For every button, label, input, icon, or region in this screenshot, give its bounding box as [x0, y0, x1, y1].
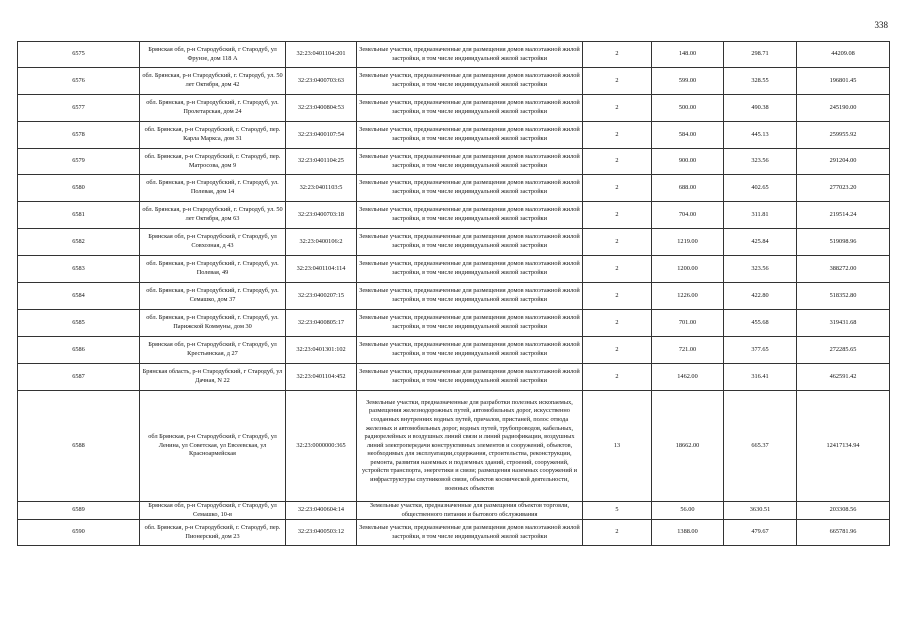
- specific-value-cell: 323.56: [724, 256, 797, 283]
- cadastral-value-table: [17, 41, 890, 546]
- cadastral-value-cell: 203308.56: [797, 502, 890, 520]
- land-use-cell: Земельные участки, предназначенные для размещения домов малоэтажной жилой застройки, в том числе индивидуальной жилой застройки: [357, 310, 583, 337]
- table-row: [18, 364, 890, 391]
- area-cell: 900.00: [652, 149, 724, 175]
- cadastral-number-cell: 32:23:0000000:365: [286, 391, 357, 502]
- cadastral-value-cell: 196801.45: [797, 68, 890, 95]
- cadastral-number-cell: 32:23:0401104:452: [286, 364, 357, 391]
- area-cell: 500.00: [652, 95, 724, 122]
- row-number-cell: 6578: [18, 122, 140, 149]
- cadastral-number-cell: 32:23:0400805:17: [286, 310, 357, 337]
- specific-value-cell: 377.65: [724, 337, 797, 364]
- cadastral-number-cell: 32:23:0400107:54: [286, 122, 357, 149]
- cadastral-value-cell: 519098.96: [797, 229, 890, 256]
- use-group-cell: 2: [583, 337, 652, 364]
- area-cell: 1226.00: [652, 283, 724, 310]
- cadastral-number-cell: 32:23:0400106:2: [286, 229, 357, 256]
- table-row: [18, 310, 890, 337]
- land-use-cell: Земельные участки, предназначенные для размещения домов малоэтажной жилой застройки, в том числе индивидуальной жилой застройки: [357, 175, 583, 202]
- area-cell: 1388.00: [652, 520, 724, 546]
- address-cell: обл Брянская, р-н Стародубский, г Стародуб, ул Ленина, ул Советская, ул Евсеевская, ул Красноармейская: [140, 391, 286, 502]
- address-cell: Брянская обл, р-н Стародубский, г Стародуб, ул Семашко, 10-в: [140, 502, 286, 520]
- use-group-cell: 5: [583, 502, 652, 520]
- use-group-cell: 2: [583, 95, 652, 122]
- area-cell: 688.00: [652, 175, 724, 202]
- specific-value-cell: 665.37: [724, 391, 797, 502]
- land-use-cell: Земельные участки, предназначенные для размещения домов малоэтажной жилой застройки, в том числе индивидуальной жилой застройки: [357, 364, 583, 391]
- land-use-cell: Земельные участки, предназначенные для размещения домов малоэтажной жилой застройки, в том числе индивидуальной жилой застройки: [357, 95, 583, 122]
- table-row: [18, 502, 890, 520]
- cadastral-number-cell: 32:23:0400207:15: [286, 283, 357, 310]
- address-cell: обл. Брянская, р-н Стародубский, г. Стародуб, пер. Пионерский, дом 23: [140, 520, 286, 546]
- land-use-cell: Земельные участки, предназначенные для размещения домов малоэтажной жилой застройки, в том числе индивидуальной жилой застройки: [357, 42, 583, 68]
- row-number-cell: 6575: [18, 42, 140, 68]
- row-number-cell: 6583: [18, 256, 140, 283]
- area-cell: 1200.00: [652, 256, 724, 283]
- specific-value-cell: 3630.51: [724, 502, 797, 520]
- specific-value-cell: 479.67: [724, 520, 797, 546]
- cadastral-value-cell: 259955.92: [797, 122, 890, 149]
- use-group-cell: 2: [583, 42, 652, 68]
- cadastral-value-cell: 277023.20: [797, 175, 890, 202]
- cadastral-value-cell: 245190.00: [797, 95, 890, 122]
- specific-value-cell: 445.13: [724, 122, 797, 149]
- table-body: [18, 42, 890, 546]
- area-cell: 1462.00: [652, 364, 724, 391]
- use-group-cell: 13: [583, 391, 652, 502]
- cadastral-number-cell: 32:23:0400503:12: [286, 520, 357, 546]
- table-row: [18, 68, 890, 95]
- use-group-cell: 2: [583, 68, 652, 95]
- row-number-cell: 6580: [18, 175, 140, 202]
- area-cell: 18662.00: [652, 391, 724, 502]
- table-row: [18, 42, 890, 68]
- cadastral-number-cell: 32:23:0401104:25: [286, 149, 357, 175]
- cadastral-value-cell: 462591.42: [797, 364, 890, 391]
- land-use-cell: Земельные участки, предназначенные для размещения домов малоэтажной жилой застройки, в том числе индивидуальной жилой застройки: [357, 256, 583, 283]
- page-number: 338: [874, 20, 888, 30]
- use-group-cell: 2: [583, 520, 652, 546]
- address-cell: обл. Брянская, р-н Стародубский, г. Стародуб, пер. Карла Маркса, дом 31: [140, 122, 286, 149]
- land-use-cell: Земельные участки, предназначенные для размещения домов малоэтажной жилой застройки, в том числе индивидуальной жилой застройки: [357, 520, 583, 546]
- row-number-cell: 6579: [18, 149, 140, 175]
- cadastral-value-cell: 44209.08: [797, 42, 890, 68]
- specific-value-cell: 316.41: [724, 364, 797, 391]
- specific-value-cell: 328.55: [724, 68, 797, 95]
- row-number-cell: 6586: [18, 337, 140, 364]
- specific-value-cell: 490.38: [724, 95, 797, 122]
- land-use-cell: Земельные участки, предназначенные для размещения объектов торговли, общественного питания и бытового обслуживания: [357, 502, 583, 520]
- cadastral-value-cell: 518352.80: [797, 283, 890, 310]
- address-cell: Брянская обл, р-н Стародубский, г Стародуб, ул Совхозная, д 43: [140, 229, 286, 256]
- table-row: [18, 95, 890, 122]
- specific-value-cell: 425.84: [724, 229, 797, 256]
- land-use-cell: Земельные участки, предназначенные для размещения домов малоэтажной жилой застройки, в том числе индивидуальной жилой застройки: [357, 122, 583, 149]
- row-number-cell: 6590: [18, 520, 140, 546]
- specific-value-cell: 323.56: [724, 149, 797, 175]
- cadastral-value-cell: 388272.00: [797, 256, 890, 283]
- use-group-cell: 2: [583, 256, 652, 283]
- area-cell: 599.00: [652, 68, 724, 95]
- address-cell: обл. Брянская, р-н Стародубский, г. Стародуб, ул. Семашко, дом 37: [140, 283, 286, 310]
- area-cell: 704.00: [652, 202, 724, 229]
- specific-value-cell: 402.65: [724, 175, 797, 202]
- land-use-cell: Земельные участки, предназначенные для разработки полезных ископаемых, размещения железнодорожных путей, автомобильных дорог, искусственно созданных внутренних водных путей, причалов, пристаней, полос отвода железных и автомобильных дорог, водных путей, трубопроводов, кабельных, радиорелейных и воздушных линий связи и линий радиофикации, воздушных линий электропередачи конструктивных элементов и сооружений, объектов, необходимых для эксплуатации,содержания, строительства, реконструкции, ремонта, развития наземных и подземных зданий, строений, сооружений, устройств транспорта, энергетики и связи; размещения наземных сооружений и инфраструктуры спутниковой связи, объектов космической деятельности, военных объектов: [357, 391, 583, 502]
- address-cell: обл. Брянская, р-н Стародубский, г. Стародуб, ул. 50 лет Октября, дом 63: [140, 202, 286, 229]
- address-cell: обл. Брянская, р-н Стародубский, г. Стародуб, ул. Пролетарская, дом 24: [140, 95, 286, 122]
- address-cell: обл. Брянская, р-н Стародубский, г. Стародуб, ул. Полевая, 49: [140, 256, 286, 283]
- area-cell: 148.00: [652, 42, 724, 68]
- row-number-cell: 6589: [18, 502, 140, 520]
- use-group-cell: 2: [583, 202, 652, 229]
- row-number-cell: 6581: [18, 202, 140, 229]
- row-number-cell: 6582: [18, 229, 140, 256]
- use-group-cell: 2: [583, 283, 652, 310]
- address-cell: обл. Брянская, р-н Стародубский, г. Стародуб, ул. 50 лет Октября, дом 42: [140, 68, 286, 95]
- cadastral-number-cell: 32:23:0401103:5: [286, 175, 357, 202]
- address-cell: Брянская обл, р-н Стародубский, г Стародуб, ул Фрунзе, дом 118 А: [140, 42, 286, 68]
- area-cell: 56.00: [652, 502, 724, 520]
- land-use-cell: Земельные участки, предназначенные для размещения домов малоэтажной жилой застройки, в том числе индивидуальной жилой застройки: [357, 229, 583, 256]
- table-row: [18, 337, 890, 364]
- land-use-cell: Земельные участки, предназначенные для размещения домов малоэтажной жилой застройки, в том числе индивидуальной жилой застройки: [357, 149, 583, 175]
- area-cell: 584.00: [652, 122, 724, 149]
- table-row: [18, 391, 890, 502]
- cadastral-number-cell: 32:23:0401104:114: [286, 256, 357, 283]
- row-number-cell: 6584: [18, 283, 140, 310]
- row-number-cell: 6588: [18, 391, 140, 502]
- land-use-cell: Земельные участки, предназначенные для размещения домов малоэтажной жилой застройки, в том числе индивидуальной жилой застройки: [357, 283, 583, 310]
- address-cell: обл. Брянская, р-н Стародубский, г. Стародуб, ул. Полевая, дом 14: [140, 175, 286, 202]
- cadastral-value-cell: 291204.00: [797, 149, 890, 175]
- use-group-cell: 2: [583, 229, 652, 256]
- specific-value-cell: 311.81: [724, 202, 797, 229]
- cadastral-number-cell: 32:23:0400604:14: [286, 502, 357, 520]
- table-row: [18, 520, 890, 546]
- cadastral-number-cell: 32:23:0400703:63: [286, 68, 357, 95]
- use-group-cell: 2: [583, 364, 652, 391]
- cadastral-value-cell: 319431.68: [797, 310, 890, 337]
- use-group-cell: 2: [583, 175, 652, 202]
- land-use-cell: Земельные участки, предназначенные для размещения домов малоэтажной жилой застройки, в том числе индивидуальной жилой застройки: [357, 68, 583, 95]
- land-use-cell: Земельные участки, предназначенные для размещения домов малоэтажной жилой застройки, в том числе индивидуальной жилой застройки: [357, 202, 583, 229]
- row-number-cell: 6577: [18, 95, 140, 122]
- table-row: [18, 229, 890, 256]
- use-group-cell: 2: [583, 149, 652, 175]
- use-group-cell: 2: [583, 310, 652, 337]
- land-use-cell: Земельные участки, предназначенные для размещения домов малоэтажной жилой застройки, в том числе индивидуальной жилой застройки: [357, 337, 583, 364]
- table-row: [18, 149, 890, 175]
- table-row: [18, 283, 890, 310]
- table-row: [18, 202, 890, 229]
- cadastral-number-cell: 32:23:0400804:53: [286, 95, 357, 122]
- row-number-cell: 6587: [18, 364, 140, 391]
- cadastral-value-cell: 665781.96: [797, 520, 890, 546]
- table-row: [18, 122, 890, 149]
- cadastral-number-cell: 32:23:0400703:18: [286, 202, 357, 229]
- row-number-cell: 6576: [18, 68, 140, 95]
- table-row: [18, 175, 890, 202]
- area-cell: 701.00: [652, 310, 724, 337]
- specific-value-cell: 455.68: [724, 310, 797, 337]
- address-cell: обл. Брянская, р-н Стародубский, г. Стародуб, ул. Парижской Коммуны, дом 30: [140, 310, 286, 337]
- cadastral-value-cell: 219514.24: [797, 202, 890, 229]
- cadastral-number-cell: 32:23:0401104:201: [286, 42, 357, 68]
- area-cell: 721.00: [652, 337, 724, 364]
- cadastral-value-cell: 272285.65: [797, 337, 890, 364]
- address-cell: обл. Брянская, р-н Стародубский, г. Стародуб, пер. Матросова, дом 9: [140, 149, 286, 175]
- area-cell: 1219.00: [652, 229, 724, 256]
- table-row: [18, 256, 890, 283]
- specific-value-cell: 298.71: [724, 42, 797, 68]
- address-cell: Брянская обл, р-н Стародубский, г Стародуб, ул Крестьянская, д 27: [140, 337, 286, 364]
- use-group-cell: 2: [583, 122, 652, 149]
- cadastral-number-cell: 32:23:0401301:102: [286, 337, 357, 364]
- specific-value-cell: 422.80: [724, 283, 797, 310]
- row-number-cell: 6585: [18, 310, 140, 337]
- address-cell: Брянская область, р-н Стародубский, г Стародуб, ул Дачная, N 22: [140, 364, 286, 391]
- cadastral-value-cell: 12417134.94: [797, 391, 890, 502]
